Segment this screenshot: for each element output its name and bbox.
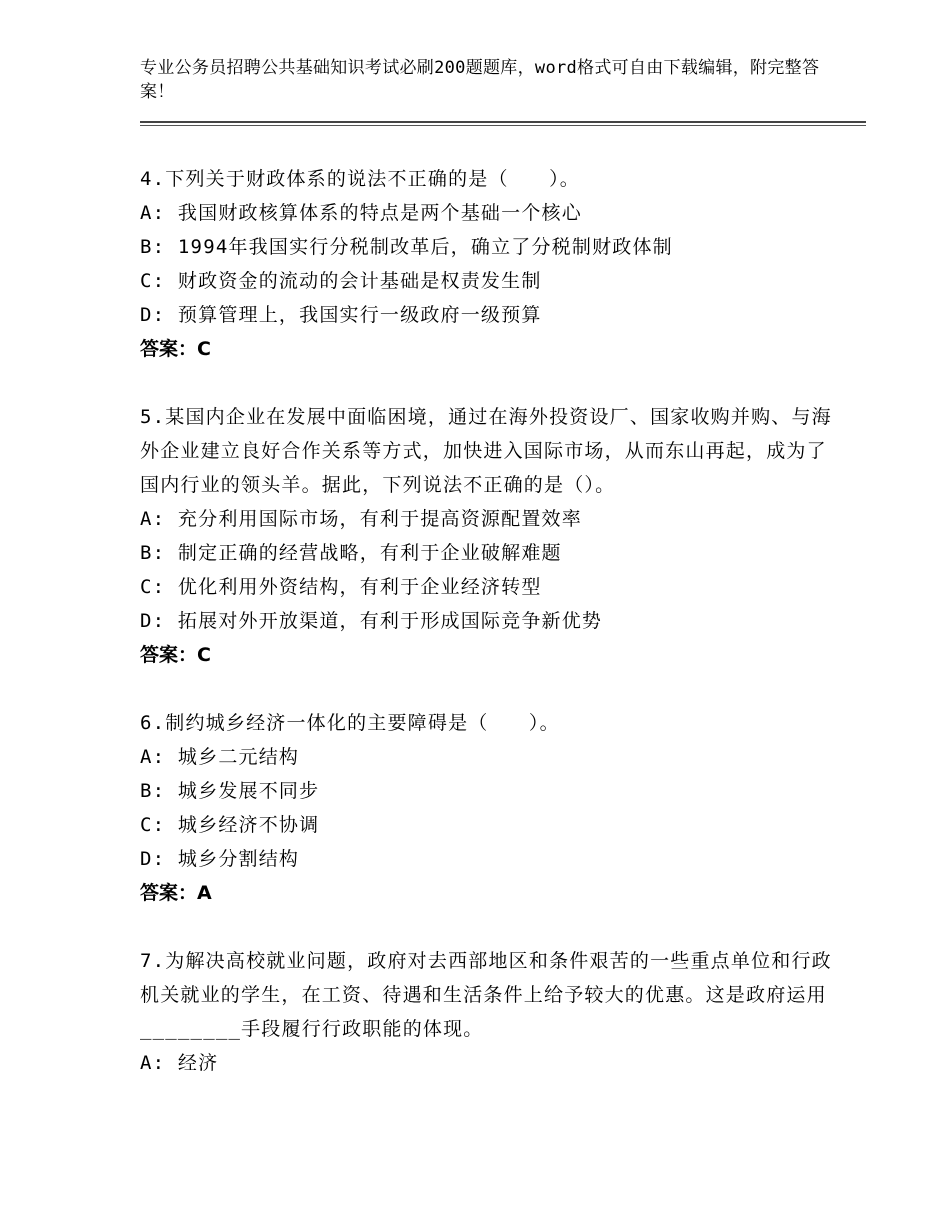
question-7	[140, 944, 840, 1080]
answer-label: 答案：A	[140, 882, 212, 904]
option-a: A: 城乡二元结构	[140, 746, 300, 768]
option-b: B: 1994年我国实行分税制改革后，确立了分税制财政体制	[140, 236, 673, 258]
option-c: C: 城乡经济不协调	[140, 814, 320, 836]
question-4	[140, 162, 840, 366]
question-list	[140, 162, 840, 1114]
option-d: D: 拓展对外开放渠道，有利于形成国际竞争新优势	[140, 610, 603, 632]
option-d: D: 城乡分割结构	[140, 848, 300, 870]
header-divider-top	[140, 121, 866, 123]
option-a: A: 经济	[140, 1052, 219, 1074]
question-6	[140, 706, 840, 910]
option-b: B: 制定正确的经营战略，有利于企业破解难题	[140, 542, 562, 564]
option-c: C: 财政资金的流动的会计基础是权责发生制	[140, 270, 542, 292]
question-stem: 6.制约城乡经济一体化的主要障碍是（ ）。	[140, 712, 560, 734]
page-header-text: 专业公务员招聘公共基础知识考试必刷200题题库，word格式可自由下载编辑，附完整答案！	[140, 58, 820, 102]
answer-label: 答案：C	[140, 338, 211, 360]
question-stem: 7.为解决高校就业问题，政府对去西部地区和条件艰苦的一些重点单位和行政机关就业的学生，在工资、待遇和生活条件上给予较大的优惠。这是政府运用________手段履行行政职能的体现。	[140, 950, 832, 1040]
option-b: B: 城乡发展不同步	[140, 780, 320, 802]
option-a: A: 充分利用国际市场，有利于提高资源配置效率	[140, 508, 582, 530]
header-divider-bottom	[140, 125, 866, 126]
option-c: C: 优化利用外资结构，有利于企业经济转型	[140, 576, 542, 598]
question-stem: 4.下列关于财政体系的说法不正确的是（ ）。	[140, 168, 580, 190]
question-stem: 5.某国内企业在发展中面临困境，通过在海外投资设厂、国家收购并购、与海外企业建立良好合作关系等方式，加快进入国际市场，从而东山再起，成为了国内行业的领头羊。据此，下列说法不正确的是（）。	[140, 406, 832, 496]
question-5	[140, 400, 840, 672]
option-a: A: 我国财政核算体系的特点是两个基础一个核心	[140, 202, 582, 224]
answer-label: 答案：C	[140, 644, 211, 666]
option-d: D: 预算管理上，我国实行一级政府一级预算	[140, 304, 542, 326]
